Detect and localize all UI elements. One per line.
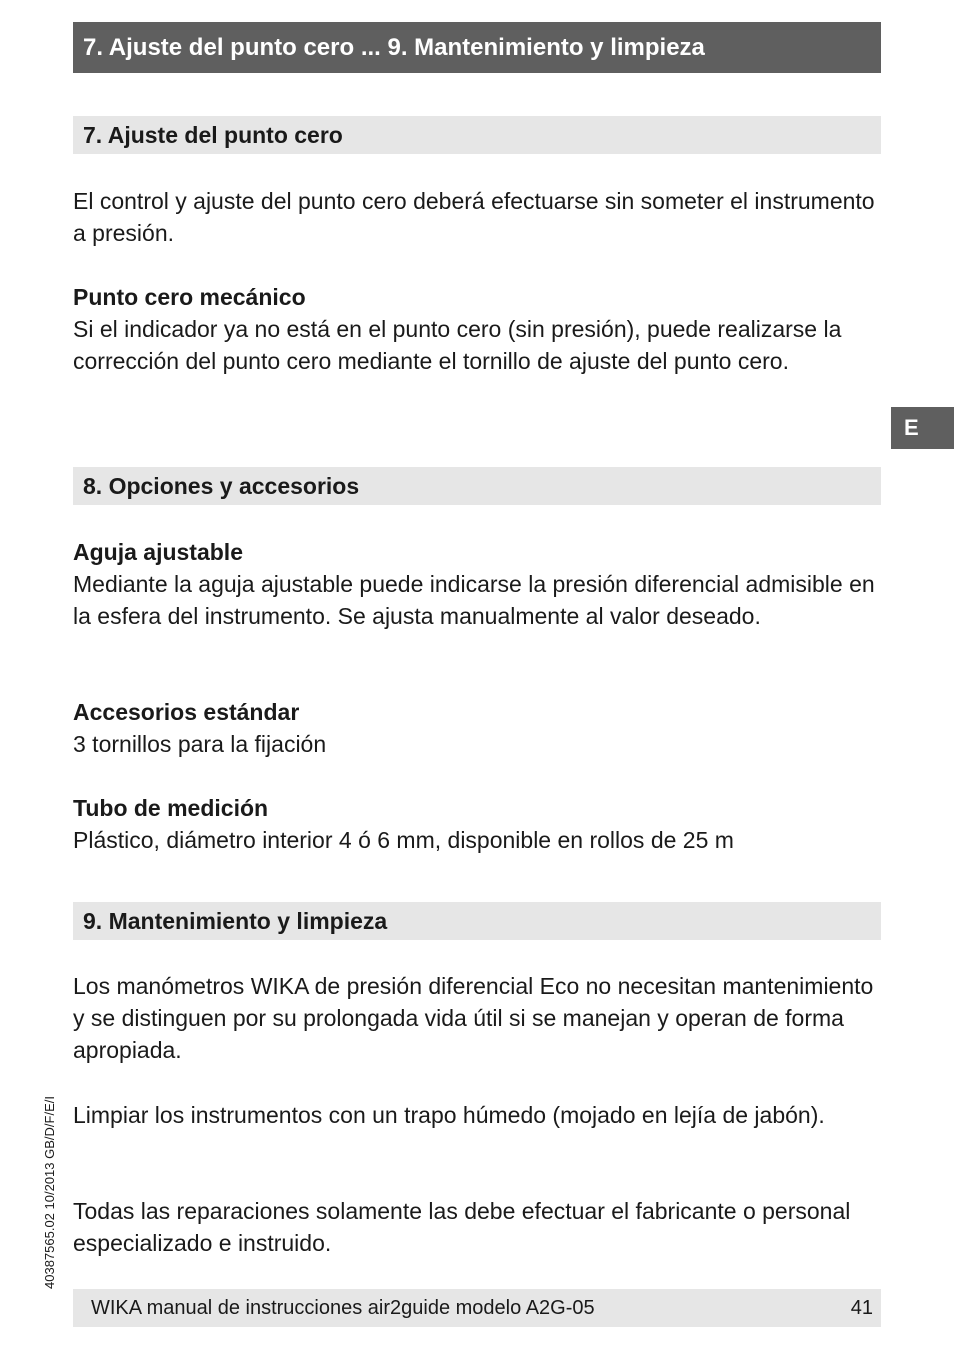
language-tab-label: E — [904, 415, 919, 440]
needle-heading: Aguja ajustable — [73, 539, 243, 565]
tube-heading: Tubo de medición — [73, 795, 269, 821]
page-number: 41 — [850, 1296, 873, 1319]
section-7-title: 7. Ajuste del punto cero — [83, 121, 343, 148]
section-9-title: 9. Mantenimiento y limpieza — [83, 907, 388, 934]
maintenance-paragraph-2: Limpiar los instrumentos con un trapo húmedo (mojado en lejía de jabón). — [73, 1102, 825, 1128]
tube-text: Plástico, diámetro interior 4 ó 6 mm, disponible en rollos de 25 m — [73, 827, 734, 853]
zero-point-heading: Punto cero mecánico — [73, 284, 306, 310]
accessories-heading: Accesorios estándar — [73, 699, 300, 725]
language-tab — [891, 407, 954, 449]
needle-text: Mediante la aguja ajustable puede indicarse la presión diferencial admisible en la esfera del instrumento. Se ajusta manualmente al valor deseado. — [73, 571, 875, 629]
accessories-text: 3 tornillos para la fijación — [73, 731, 327, 757]
document-code: 40387565.02 10/2013 GB/D/F/E/I — [42, 1096, 57, 1289]
page-header — [73, 22, 881, 73]
section-7-intro: El control y ajuste del punto cero deberá efectuarse sin someter el instrumento a presión. — [73, 188, 875, 246]
zero-point-text: Si el indicador ya no está en el punto cero (sin presión), puede realizarse la corrección del punto cero mediante el tornillo de ajuste del punto cero. — [73, 316, 842, 374]
footer-text: WIKA manual de instrucciones air2guide modelo A2G-05 — [91, 1296, 595, 1319]
section-8-heading — [73, 467, 881, 505]
needle-block — [73, 536, 885, 632]
page-footer — [73, 1289, 881, 1327]
accessories-block — [73, 696, 885, 760]
maintenance-paragraph-1: Los manómetros WIKA de presión diferencial Eco no necesitan mantenimiento y se distinguen por su prolongada vida útil si se manejan y operan de forma apropiada. — [73, 973, 874, 1063]
tube-block — [73, 792, 885, 856]
page-header-title: 7. Ajuste del punto cero ... 9. Mantenimiento y limpieza — [83, 33, 705, 61]
section-9-heading — [73, 902, 881, 940]
section-7-heading — [73, 116, 881, 154]
zero-point-block — [73, 281, 885, 377]
section-8-title: 8. Opciones y accesorios — [83, 472, 360, 499]
maintenance-paragraph-3: Todas las reparaciones solamente las debe efectuar el fabricante o personal especializado e instruido. — [73, 1198, 851, 1256]
